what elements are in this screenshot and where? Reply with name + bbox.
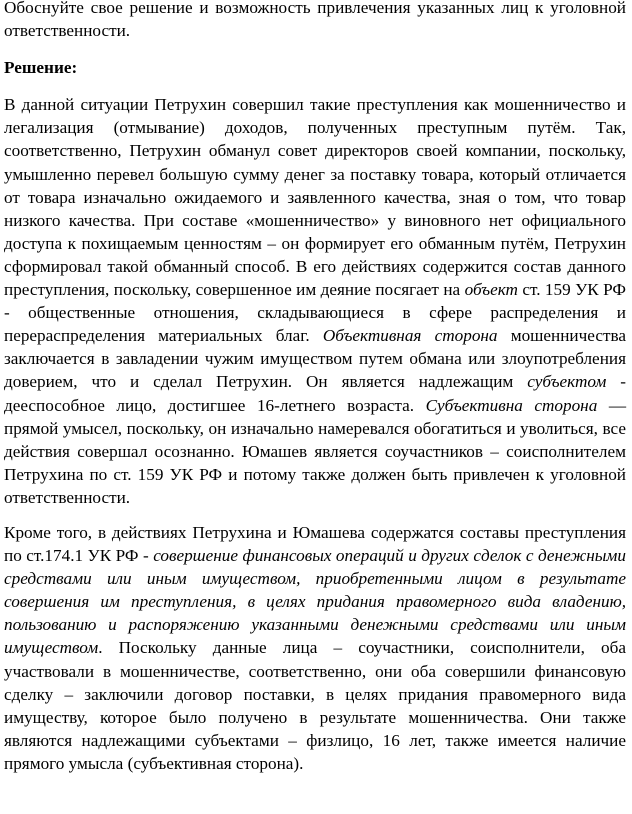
p1-italic-objective-side: Объективная сторона	[322, 326, 498, 346]
p2-text-2: . Поскольку данные лица – соучастники, соисполнители, оба участвовали в мошенничестве, соответственно, они оба совершили финансовую сделку – заключили договор поставки, в целях придания правомерного вида имуществу, которое было получено в результате мошенничества. Они также являются надлежащими субъектами – физлицо, 16 лет, также имеется наличие прямого умысла (субъективная сторона).	[4, 638, 626, 773]
p1-text-4: - дееспособное лицо, достигшее 16-летнего возраста.	[4, 372, 626, 415]
p1-text-2: ст. 159 УК РФ - общественные отношения, складывающиеся в сфере распределения и перераспределения материальных благ.	[4, 280, 626, 346]
p2-italic-definition: совершение финансовых операций и других сделок с денежными средствами или иным имуществом, приобретенными лицом в результате совершения им преступления, в целях придания правомерного вида владению, пользованию и распоряжению указанными денежными средствами или иным имуществом	[4, 546, 626, 658]
intro-paragraph: Обоснуйте свое решение и возможность привлечения указанных лиц к уголовной ответственности.	[4, 0, 626, 41]
p1-text-5: — прямой умысел, поскольку, он изначально намеревался обогатиться и уволиться, все действия совершал осознанно. Юмашев является соучастников – соисполнителем Петрухина по ст. 159 УК РФ и потому также должен быть привлечен к уголовной ответственности.	[4, 395, 627, 507]
p1-italic-object: объект	[464, 280, 518, 300]
p1-italic-subject: субъектом	[527, 372, 607, 392]
solution-heading: Решение:	[4, 58, 78, 78]
solution-paragraph-2	[4, 521, 626, 775]
p1-text-3: мошенничества заключается в завладении чужим имуществом путем обмана или злоупотребления доверием, что и сделал Петрухин. Он является надлежащим	[4, 326, 626, 392]
p1-text-1: В данной ситуации Петрухин совершил такие преступления как мошенничество и легализация (отмывание) доходов, полученных преступным путём. Так, соответственно, Петрухин обманул совет директоров своей компании, поскольку, умышленно перевел большую сумму денег за поставку товара, который отличается от товара изначально ожидаемого и заявленного качества, зная о том, что товар низкого качества. При составе «мошенничество» у виновного нет официального доступа к похищаемым ценностям – он формирует его обманным путём, Петрухин сформировал такой обманный способ. В его действиях содержится состав данного преступления, поскольку, совершенное им деяние посягает на	[4, 95, 626, 300]
solution-paragraph-1	[4, 93, 626, 509]
p1-italic-subjective-side: Субъективна сторона	[425, 395, 598, 415]
document-page	[4, 0, 626, 775]
p2-text-1: Кроме того, в действиях Петрухина и Юмашева содержатся составы преступления по ст.174.1 УК РФ -	[4, 522, 626, 566]
